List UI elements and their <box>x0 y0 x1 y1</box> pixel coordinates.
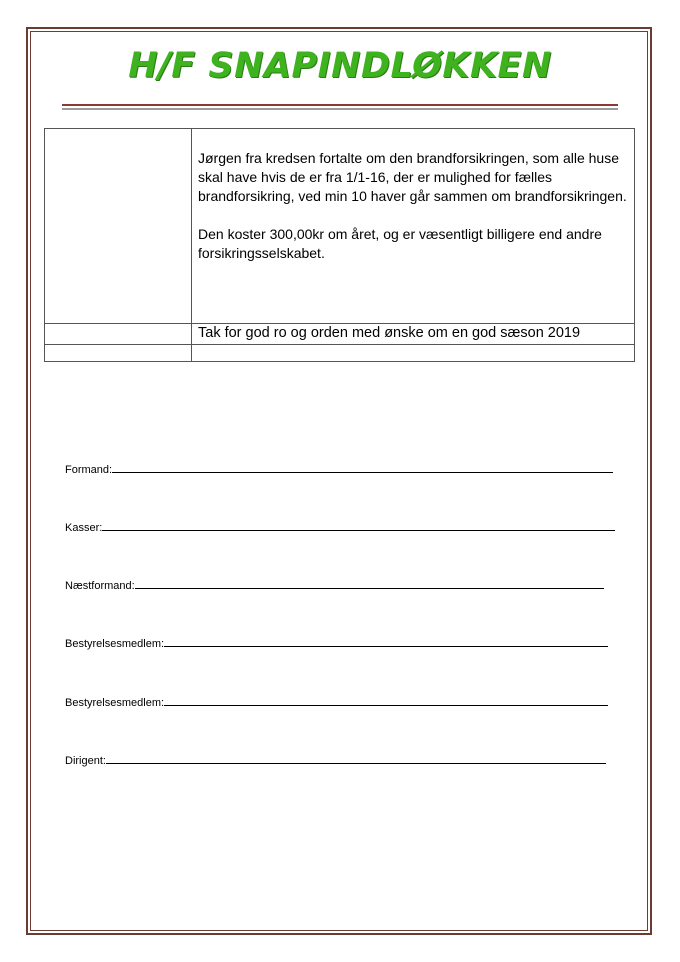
signature-label: Dirigent: <box>65 755 106 767</box>
table-cell-empty <box>45 345 192 362</box>
table-cell-topic <box>45 324 192 345</box>
signature-label: Næstformand: <box>65 580 135 592</box>
minutes-table <box>44 128 635 362</box>
table-row <box>45 324 635 345</box>
table-row <box>45 129 635 324</box>
signature-line-kasser[interactable] <box>65 520 615 535</box>
insurance-price-paragraph: Den koster 300,00kr om året, og er væsentligt billigere end andre forsikringsselskabet. <box>198 226 602 261</box>
fire-insurance-paragraph: Jørgen fra kredsen fortalte om den brandforsikringen, som alle huse skal have hvis de er fra 1/1-16, der er mulighed for fælles brandforsikring, ved min 10 haver går sammen om brandforsikringen. <box>198 150 627 204</box>
page-title: H/F SNAPINDLØKKEN <box>128 46 552 86</box>
signature-label: Bestyrelsesmedlem: <box>65 638 165 650</box>
signature-label: Kasser: <box>65 522 103 534</box>
table-cell-topic <box>45 129 192 324</box>
signature-line-formand[interactable] <box>65 462 613 477</box>
signature-label: Bestyrelsesmedlem: <box>65 697 165 709</box>
signature-underline[interactable] <box>112 462 613 473</box>
table-row <box>45 345 635 362</box>
signature-underline[interactable] <box>164 636 608 647</box>
signature-line-naestformand[interactable] <box>65 578 604 593</box>
title-underline <box>62 104 618 110</box>
signature-line-dirigent[interactable] <box>65 753 606 768</box>
signature-label: Formand: <box>65 464 113 476</box>
signature-line-bestyrelsesmedlem-2[interactable] <box>65 695 608 710</box>
table-cell-notes <box>192 129 635 324</box>
signature-underline[interactable] <box>135 578 604 589</box>
signature-underline[interactable] <box>106 753 606 764</box>
signature-line-bestyrelsesmedlem-1[interactable] <box>65 636 608 651</box>
table-cell-empty <box>192 345 635 362</box>
signature-underline[interactable] <box>102 520 615 531</box>
closing-remark: Tak for god ro og orden med ønske om en god sæson 2019 <box>192 324 635 345</box>
signature-underline[interactable] <box>164 695 608 706</box>
